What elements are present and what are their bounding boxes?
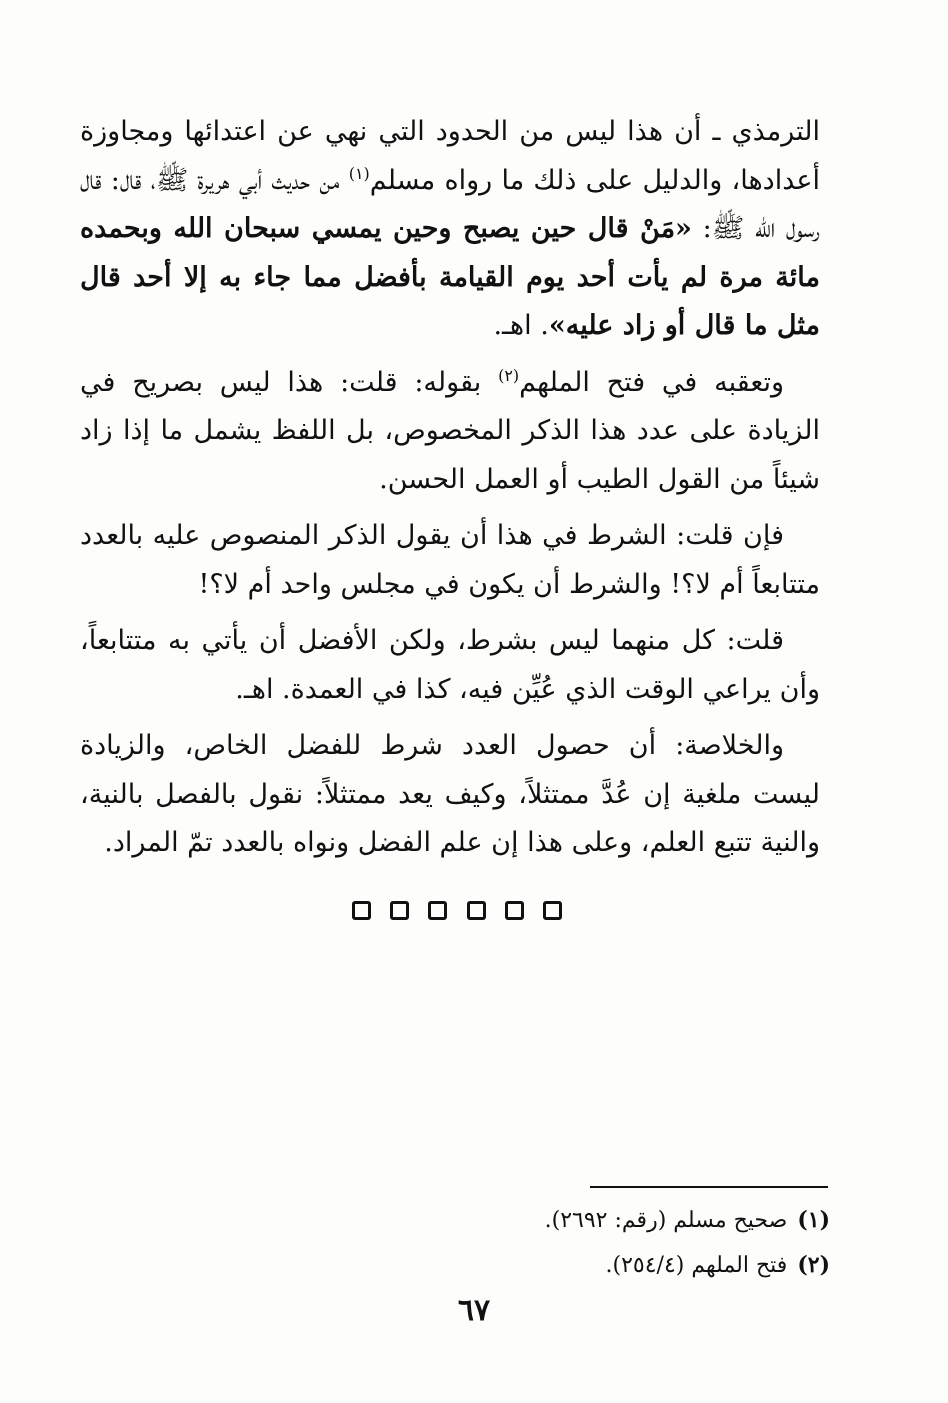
- footnote-2: [300, 1243, 830, 1288]
- paragraph-5: والخلاصة: أن حصول العدد شرط للفضل الخاص، والزيادة ليست ملغية إن عُدَّ ممتثلاً، وكيف يعد ممتثلاً: نقول بالفصل بالنية، والنية تتبع العلم، وعلى هذا إن علم الفضل ونواه بالعدد تمّ المراد.: [80, 730, 820, 858]
- hadith-quote: «مَنْ قال حين يصبح وحين يمسي سبحان الله وبحمده مائة مرة لم يأت أحد يوم القيامة بأفضل مما جاء به إلا أحد قال مثل ما قال أو زاد عليه»: [80, 213, 820, 341]
- ornament-square-icon: [428, 901, 447, 920]
- ornament-square-icon: [505, 901, 524, 920]
- page-number: ٦٧: [457, 1293, 491, 1328]
- footnote-number: (٢): [797, 1252, 830, 1278]
- paragraph-2: [80, 359, 820, 505]
- ornament-square-icon: [390, 901, 409, 920]
- body-text: [80, 108, 820, 876]
- paragraph-1-text: الترمذي ـ أن هذا ليس من الحدود التي نهي عن اعتدائها ومجاوزة أعدادها، والدليل على ذلك ما رواه مسلم: [80, 116, 820, 196]
- footnote-ref-2[interactable]: (٢): [498, 365, 520, 385]
- paragraph-1-ending: . اهـ.: [493, 310, 549, 341]
- footnotes: [300, 1198, 830, 1288]
- paragraph-4: قلت: كل منهما ليس بشرط، ولكن الأفضل أن يأتي به متتابعاً، وأن يراعي الوقت الذي عُيِّن فيه، كذا في العمدة. اهـ.: [80, 625, 820, 705]
- footnote-number: (١): [797, 1207, 830, 1233]
- footnote-text: فتح الملهم (٢٥٤/٤).: [605, 1253, 788, 1278]
- paragraph-2-text: وتعقبه في فتح الملهم: [519, 366, 784, 398]
- ornament-square-icon: [467, 901, 486, 920]
- ornament-square-icon: [352, 901, 371, 920]
- paragraph-1-text-2: من حديث أبي هريرة ﷺ، قال: قال رسول الله ﷺ:: [80, 164, 821, 244]
- footnote-ref-1[interactable]: (١): [348, 163, 370, 183]
- paragraph-2-text-2: بقوله: قلت: هذا ليس بصريح في الزيادة على عدد هذا الذكر المخصوص، بل اللفظ يشمل ما إذا زاد شيئاً من القول الطيب أو العمل الحسن.: [80, 366, 820, 495]
- footnote-text: صحيح مسلم (رقم: ٢٦٩٢).: [544, 1208, 788, 1233]
- footnote-1: [300, 1198, 830, 1243]
- paragraph-1: [80, 108, 820, 351]
- ornament-square-icon: [543, 901, 562, 920]
- footnote-separator: [590, 1186, 828, 1188]
- section-divider-ornament: [352, 898, 562, 924]
- paragraph-3: فإن قلت: الشرط في هذا أن يقول الذكر المنصوص عليه بالعدد متتابعاً أم لا؟! والشرط أن يكون في مجلس واحد أم لا؟!: [80, 520, 820, 600]
